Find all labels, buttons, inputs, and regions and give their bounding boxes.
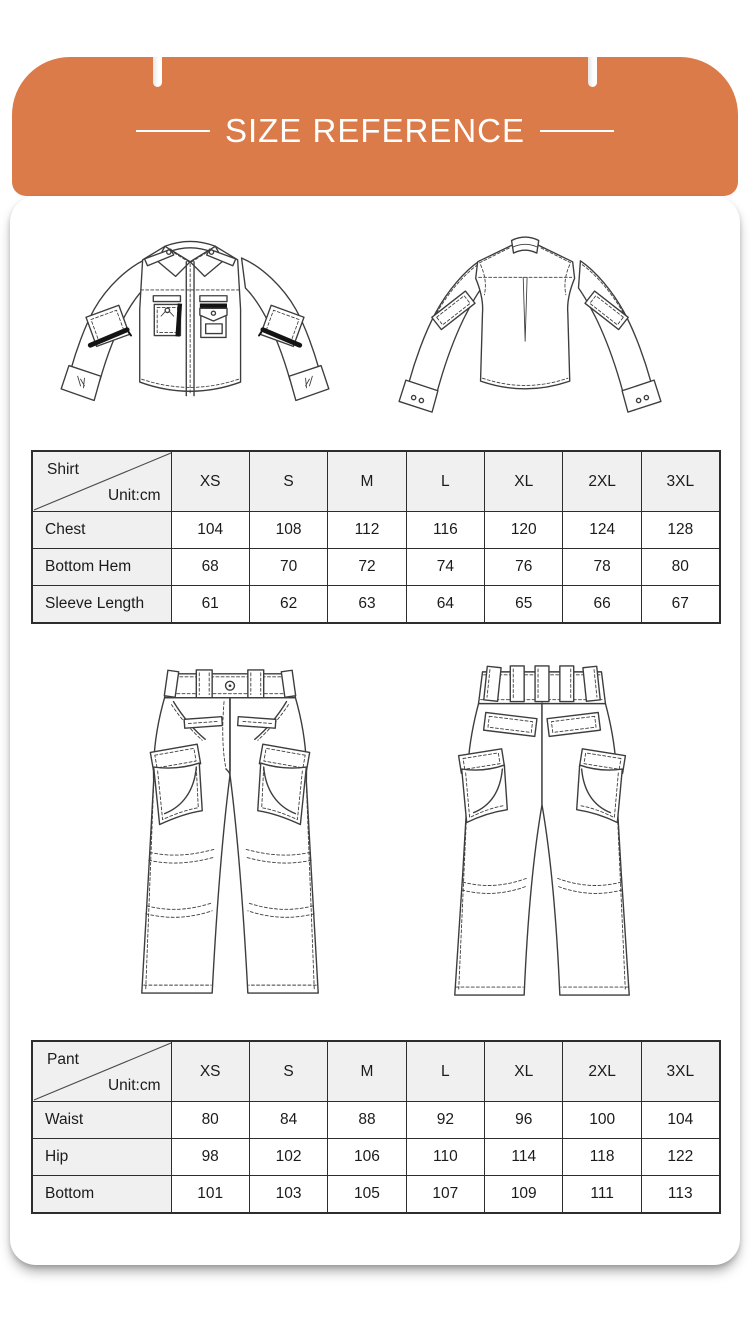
unit-label: Unit:cm [107,1076,161,1094]
table-row [32,1139,720,1176]
size-value: 104 [171,512,249,549]
size-value: 65 [485,586,563,624]
size-value: 64 [406,586,484,624]
size-header-m: M [328,1041,406,1102]
pant-table-corner-label: Pant [47,1051,79,1068]
size-value: 92 [406,1102,484,1139]
shirt-chest-pocket-right [200,296,227,338]
size-value: 66 [563,586,641,624]
size-header-3xl: 3XL [641,1041,719,1102]
size-value: 74 [406,549,484,586]
title-row [0,112,750,150]
size-value: 68 [171,549,249,586]
size-value: 80 [171,1102,249,1139]
size-value: 101 [171,1176,249,1214]
size-value: 63 [328,586,406,624]
shirt-back-drawing [370,216,690,424]
measure-label-bottom: Bottom [32,1176,171,1214]
size-value: 114 [485,1139,563,1176]
size-value: 105 [328,1176,406,1214]
size-value: 96 [485,1102,563,1139]
size-value: 106 [328,1139,406,1176]
shirt-table-corner-cell [32,451,171,512]
size-value: 104 [641,1102,719,1139]
size-value: 70 [249,549,327,586]
title-dash-left [136,130,210,132]
size-value: 120 [485,512,563,549]
size-header-s: S [249,1041,327,1102]
pants-front-left-leg [142,698,230,993]
size-value: 88 [328,1102,406,1139]
size-value: 100 [563,1102,641,1139]
size-header-m: M [328,451,406,512]
size-value: 116 [406,512,484,549]
size-value: 122 [641,1139,719,1176]
measure-label-waist: Waist [32,1102,171,1139]
pants-back-left-leg [455,704,542,995]
table-row [32,512,720,549]
title-dash-right [540,130,614,132]
pant-size-table [31,1040,721,1214]
table-row [32,1176,720,1214]
pants-front-drawing [110,658,350,1000]
size-header-2xl: 2XL [563,1041,641,1102]
size-value: 128 [641,512,719,549]
shirt-table-corner-label: Shirt [47,461,79,478]
size-header-xs: XS [171,1041,249,1102]
size-value: 67 [641,586,719,624]
hang-slot-left [153,57,162,87]
size-value: 76 [485,549,563,586]
size-header-2xl: 2XL [563,451,641,512]
size-header-l: L [406,451,484,512]
size-value: 102 [249,1139,327,1176]
size-value: 61 [171,586,249,624]
size-value: 113 [641,1176,719,1214]
size-value: 107 [406,1176,484,1214]
size-value: 118 [563,1139,641,1176]
size-value: 72 [328,549,406,586]
unit-label: Unit:cm [107,486,161,504]
shirt-front-drawing [35,216,355,424]
table-row [32,1102,720,1139]
content-card [10,196,740,1265]
pant-table-corner-cell [32,1041,171,1102]
size-value: 103 [249,1176,327,1214]
size-value: 80 [641,549,719,586]
shirt-size-table [31,450,721,624]
hang-slot-right [588,57,597,87]
size-value: 124 [563,512,641,549]
shirt-front-sleeve [61,258,148,401]
shirt-back-sleeve [399,261,481,412]
size-value: 108 [249,512,327,549]
size-value: 78 [563,549,641,586]
size-value: 98 [171,1139,249,1176]
measure-label-hip: Hip [32,1139,171,1176]
measure-label-chest: Chest [32,512,171,549]
size-header-3xl: 3XL [641,451,719,512]
size-value: 112 [328,512,406,549]
page-title: SIZE REFERENCE [224,112,526,149]
size-header-xl: XL [485,1041,563,1102]
size-value: 110 [406,1139,484,1176]
measure-label-bottom-hem: Bottom Hem [32,549,171,586]
table-row [32,549,720,586]
shirt-chest-pocket-left [153,296,182,337]
size-value: 62 [249,586,327,624]
size-value: 111 [563,1176,641,1214]
size-header-xs: XS [171,451,249,512]
pants-back-drawing [422,658,662,1000]
size-value: 109 [485,1176,563,1214]
shirt-back-body [476,242,575,388]
size-header-l: L [406,1041,484,1102]
size-header-xl: XL [485,451,563,512]
measure-label-sleeve-length: Sleeve Length [32,586,171,624]
size-value: 84 [249,1102,327,1139]
size-header-s: S [249,451,327,512]
table-row [32,586,720,624]
